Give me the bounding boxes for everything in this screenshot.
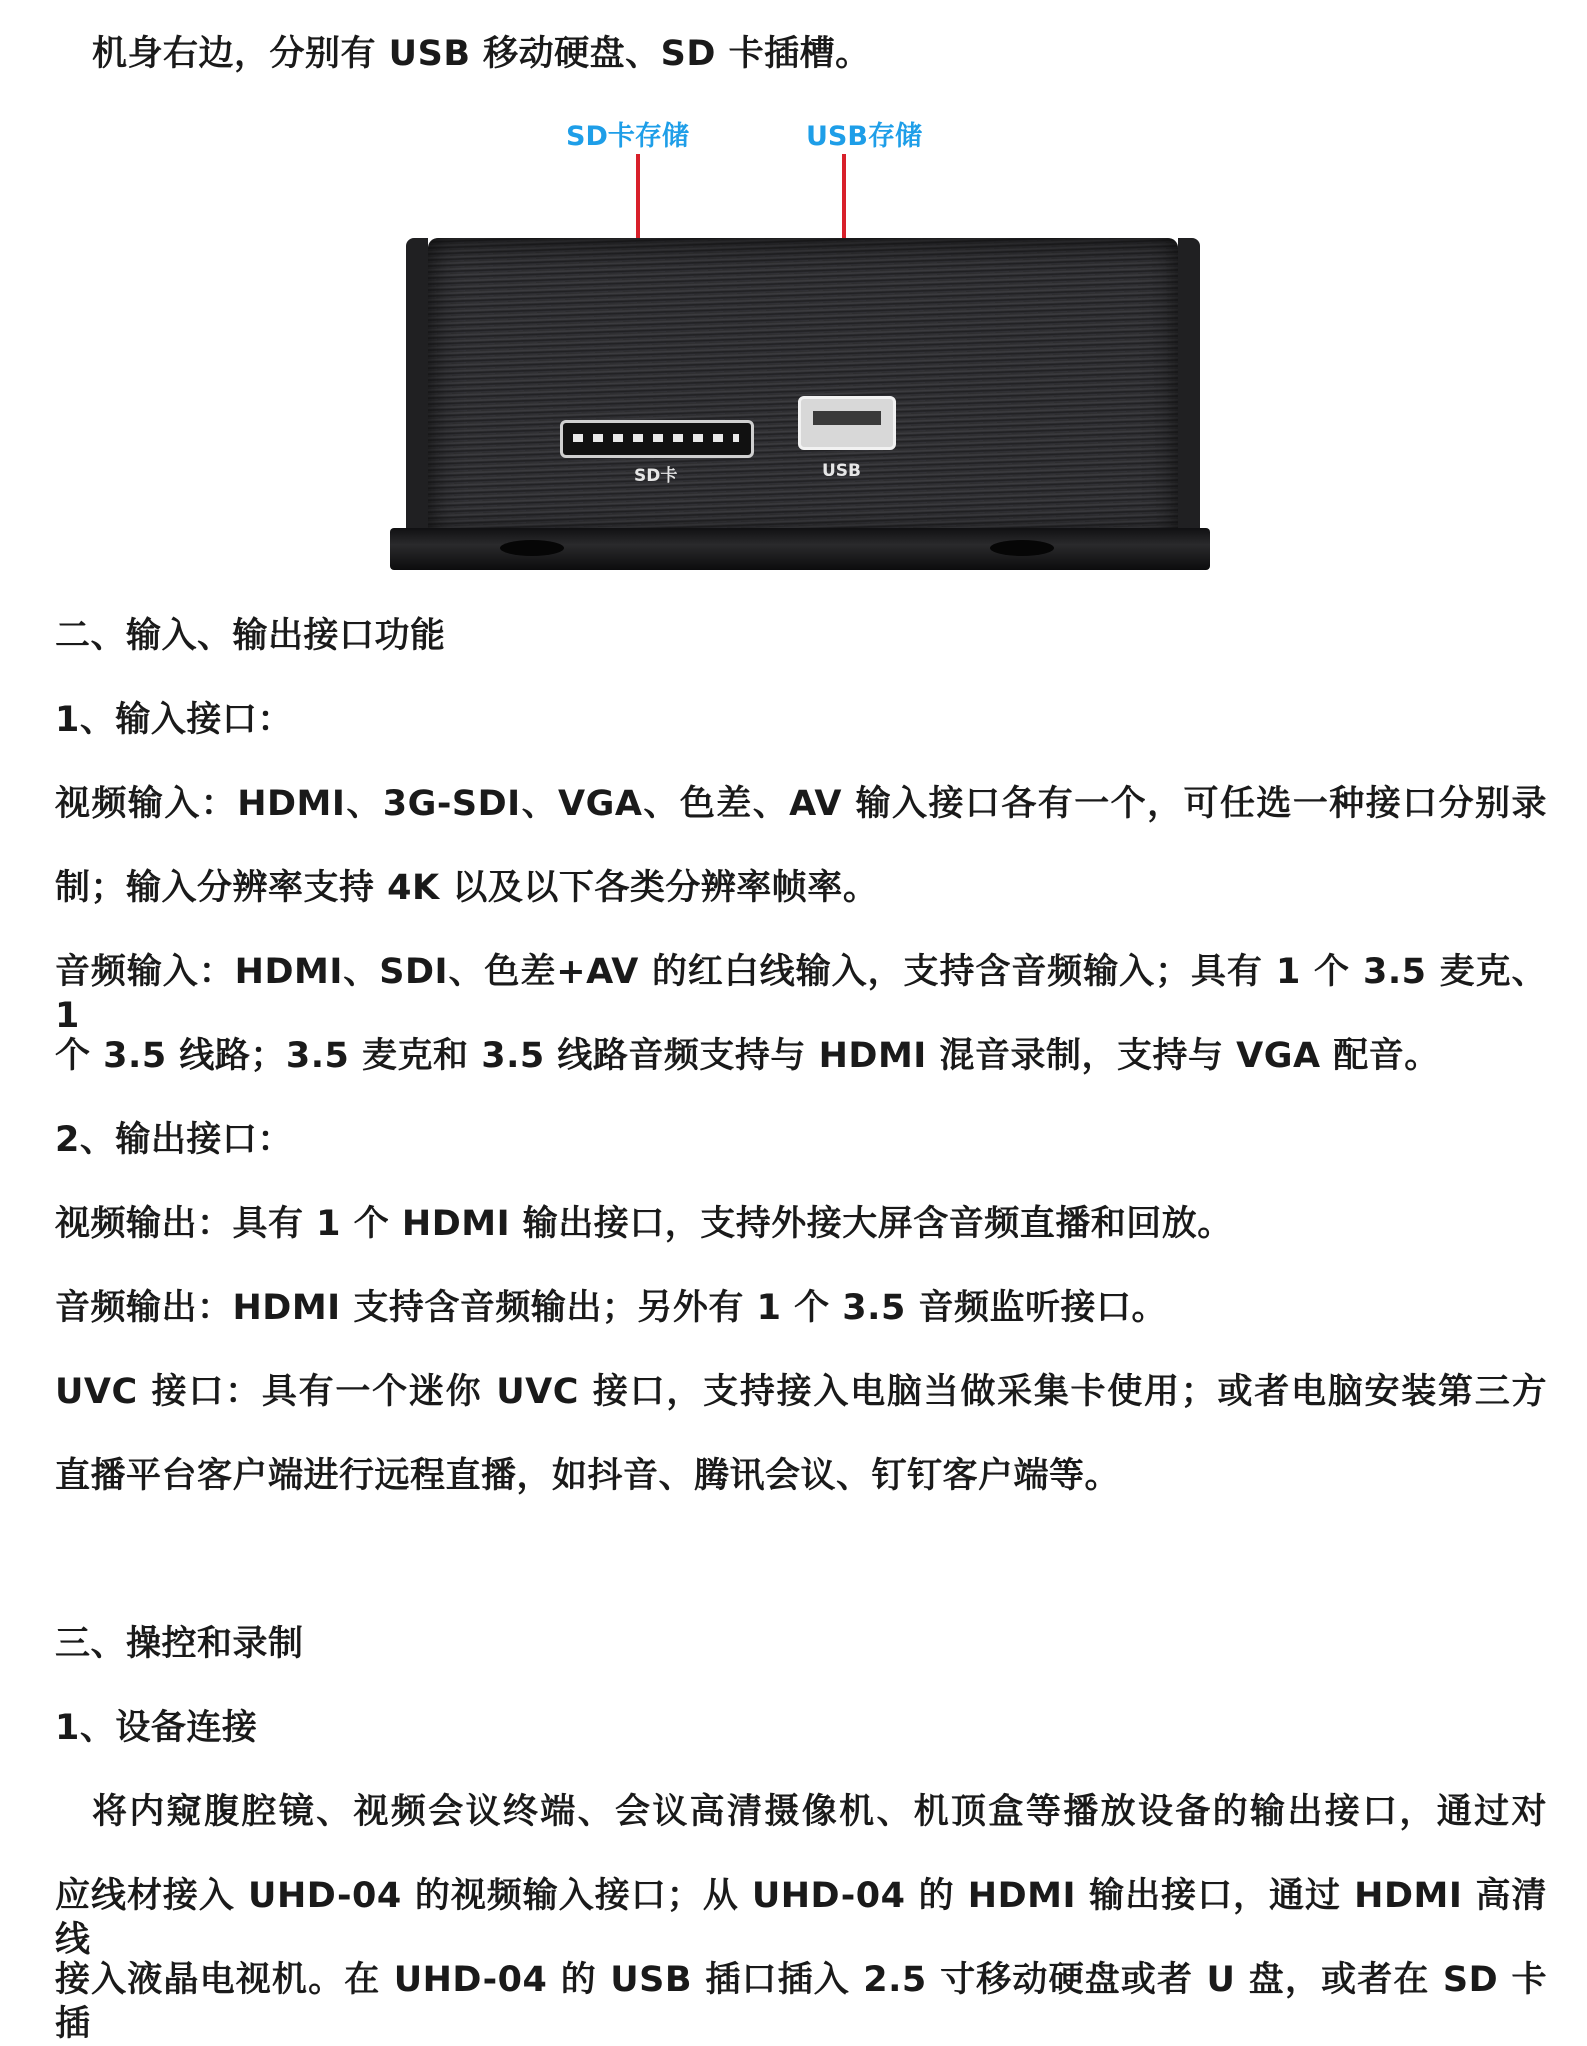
uvc-line-2: 直播平台客户端进行远程直播，如抖音、腾讯会议、钉钉客户端等。 [55, 1456, 1121, 1496]
intro-line: 机身右边，分别有 USB 移动硬盘、SD 卡插槽。 [92, 34, 871, 74]
usb-storage-callout: USB存储 [806, 121, 922, 152]
connection-line-3: 接入液晶电视机。在 UHD-04 的 USB 插口插入 2.5 寸移动硬盘或者 U 盘，或者在 SD 卡插 [55, 1960, 1547, 2044]
sub-heading-input: 1、输入接口： [55, 700, 293, 740]
device-photo [380, 238, 1220, 578]
device-figure [380, 110, 1220, 580]
sub-heading-output: 2、输出接口： [55, 1120, 293, 1160]
connection-line-1: 将内窥腹腔镜、视频会议终端、会议高清摄像机、机顶盒等播放设备的输出接口，通过对 [92, 1792, 1547, 1832]
video-input-line-1: 视频输入：HDMI、3G-SDI、VGA、色差、AV 输入接口各有一个，可任选一种接口分别录 [55, 784, 1547, 824]
video-output-line: 视频输出：具有 1 个 HDMI 输出接口，支持外接大屏含音频直播和回放。 [55, 1204, 1233, 1244]
audio-input-line-1: 音频输入：HDMI、SDI、色差+AV 的红白线输入，支持含音频输入；具有 1 个 3.5 麦克、1 [55, 952, 1547, 1036]
sd-storage-callout: SD卡存储 [566, 121, 689, 152]
device-front-panel [428, 238, 1178, 538]
video-input-line-2: 制；输入分辨率支持 4K 以及以下各类分辨率帧率。 [55, 868, 879, 908]
audio-output-line: 音频输出：HDMI 支持含音频输出；另外有 1 个 3.5 音频监听接口。 [55, 1288, 1167, 1328]
uvc-line-1: UVC 接口：具有一个迷你 UVC 接口，支持接入电脑当做采集卡使用；或者电脑安装第三方 [55, 1372, 1547, 1412]
sub-heading-connection: 1、设备连接 [55, 1708, 258, 1748]
connection-line-2: 应线材接入 UHD-04 的视频输入接口；从 UHD-04 的 HDMI 输出接口，通过 HDMI 高清线 [55, 1876, 1547, 1960]
audio-input-line-2: 个 3.5 线路；3.5 麦克和 3.5 线路音频支持与 HDMI 混音录制，支持与 VGA 配音。 [55, 1036, 1440, 1076]
sd-card-slot [560, 420, 754, 458]
usb-port-label: USB [822, 461, 862, 481]
section-heading-2: 二、输入、输出接口功能 [55, 616, 446, 656]
usb-port [798, 396, 896, 450]
section-heading-3: 三、操控和录制 [55, 1624, 304, 1664]
sd-port-label: SD卡 [634, 466, 678, 486]
